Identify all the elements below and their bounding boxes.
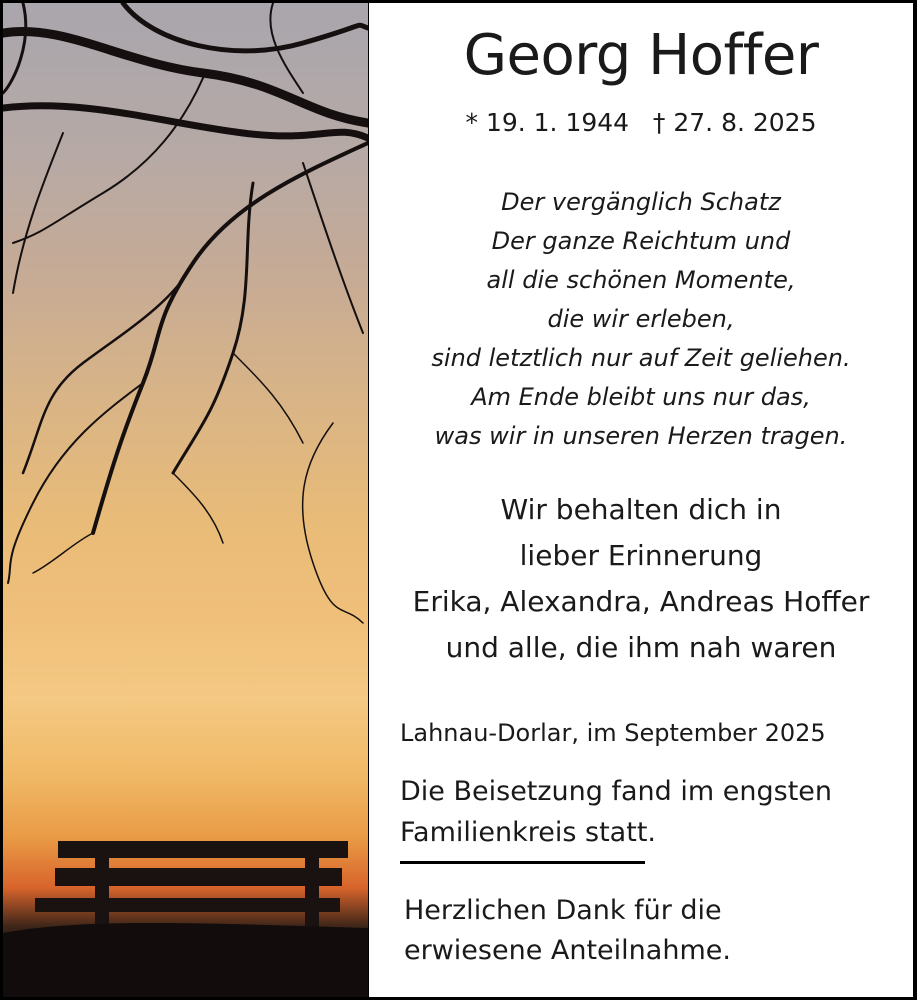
mourners-others: und alle, die ihm nah waren xyxy=(445,631,837,664)
poem-line: all die schönen Momente, xyxy=(486,266,796,294)
poem-line: sind letztlich nur auf Zeit geliehen. xyxy=(431,344,851,372)
poem-line: Am Ende bleibt uns nur das, xyxy=(471,383,811,411)
memorial-text xyxy=(369,487,913,671)
tree-and-bench-silhouette xyxy=(3,3,368,997)
thanks-line: erwiesene Anteilnahme. xyxy=(404,935,731,966)
deceased-name: Georg Hoffer xyxy=(463,23,819,88)
burial-line: Familienkreis statt. xyxy=(400,817,656,848)
poem-line: Der ganze Reichtum und xyxy=(491,227,791,255)
thanks-line: Herzlichen Dank für die xyxy=(404,895,722,926)
poem-line: Der vergänglich Schatz xyxy=(501,188,781,216)
thanks-note xyxy=(404,891,731,971)
place-date: Lahnau-Dorlar, im September 2025 xyxy=(400,719,826,747)
memorial-line: lieber Erinnerung xyxy=(519,539,763,572)
poem-line: was wir in unseren Herzen tragen. xyxy=(434,422,848,450)
mourners: Erika, Alexandra, Andreas Hoffer xyxy=(412,585,870,618)
sunset-bench-photo xyxy=(3,3,368,997)
poem xyxy=(369,183,913,456)
divider xyxy=(400,861,645,864)
life-dates: * 19. 1. 1944 † 27. 8. 2025 xyxy=(465,108,817,137)
memorial-line: Wir behalten dich in xyxy=(500,493,782,526)
poem-line: die wir erleben, xyxy=(547,305,735,333)
burial-line: Die Beisetzung fand im engsten xyxy=(400,776,833,807)
obituary-text-panel xyxy=(369,3,913,997)
burial-notice xyxy=(400,771,832,853)
